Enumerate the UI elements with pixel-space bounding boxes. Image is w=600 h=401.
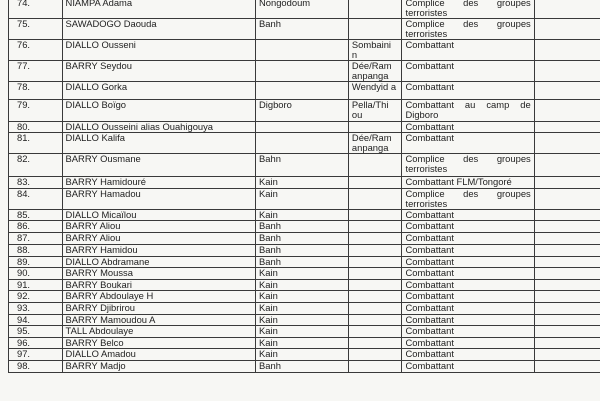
person-name: DIALLO Amadou	[62, 349, 255, 361]
row-number: 98.	[9, 361, 63, 373]
village	[348, 303, 402, 315]
extra-cell	[534, 189, 600, 210]
locality: Banh	[256, 245, 349, 257]
village	[348, 349, 402, 361]
table-row	[9, 315, 600, 326]
extra-cell	[534, 245, 600, 257]
locality: Digboro	[256, 100, 349, 122]
person-name: DIALLO Ousseni	[62, 40, 255, 61]
table-body	[9, 0, 600, 373]
table-row	[9, 19, 600, 40]
row-number: 93.	[9, 303, 63, 315]
table-row	[9, 268, 600, 280]
village	[348, 177, 402, 189]
extra-cell	[534, 257, 600, 268]
status: Combattant	[402, 326, 534, 338]
village: Dée/Ram anpanga	[348, 61, 402, 82]
table-row	[9, 221, 600, 233]
table-row	[9, 303, 600, 315]
row-number: 78.	[9, 82, 63, 100]
status: Combattant	[402, 61, 534, 82]
person-name: BARRY Belco	[62, 338, 255, 349]
person-name: DIALLO Ousseini alias Ouahigouya	[62, 122, 255, 133]
table-row	[9, 233, 600, 245]
village	[348, 189, 402, 210]
locality: Banh	[256, 257, 349, 268]
village	[348, 326, 402, 338]
locality: Banh	[256, 361, 349, 373]
row-number: 85.	[9, 210, 63, 221]
table-row	[9, 210, 600, 221]
extra-cell	[534, 100, 600, 122]
status: Combattant FLM/Tongoré	[402, 177, 534, 189]
row-number: 77.	[9, 61, 63, 82]
village	[348, 280, 402, 291]
row-number: 86.	[9, 221, 63, 233]
table-row	[9, 100, 600, 122]
table-row	[9, 0, 600, 19]
status: Combattant	[402, 82, 534, 100]
village	[348, 154, 402, 177]
person-name: BARRY Moussa	[62, 268, 255, 280]
extra-cell	[534, 303, 600, 315]
extra-cell	[534, 221, 600, 233]
person-name: BARRY Aliou	[62, 221, 255, 233]
person-name: DIALLO Gorka	[62, 82, 255, 100]
row-number: 74.	[9, 0, 63, 19]
table-row	[9, 349, 600, 361]
row-number: 95.	[9, 326, 63, 338]
locality: Bahn	[256, 154, 349, 177]
row-number: 94.	[9, 315, 63, 326]
status: Combattant	[402, 233, 534, 245]
extra-cell	[534, 122, 600, 133]
extra-cell	[534, 361, 600, 373]
locality: Banh	[256, 221, 349, 233]
extra-cell	[534, 82, 600, 100]
status: Combattant	[402, 280, 534, 291]
locality: Kain	[256, 280, 349, 291]
table-row	[9, 257, 600, 268]
status: Combattant	[402, 40, 534, 61]
row-number: 88.	[9, 245, 63, 257]
row-number: 84.	[9, 189, 63, 210]
extra-cell	[534, 0, 600, 19]
row-number: 75.	[9, 19, 63, 40]
village	[348, 291, 402, 303]
status: Combattant	[402, 133, 534, 154]
village: Dée/Ram anpanga	[348, 133, 402, 154]
extra-cell	[534, 338, 600, 349]
village	[348, 245, 402, 257]
locality: Kain	[256, 189, 349, 210]
table-row	[9, 291, 600, 303]
extra-cell	[534, 19, 600, 40]
person-name: DIALLO Boïgo	[62, 100, 255, 122]
row-number: 81.	[9, 133, 63, 154]
extra-cell	[534, 61, 600, 82]
table-row	[9, 361, 600, 373]
person-name: DIALLO Micaïlou	[62, 210, 255, 221]
village	[348, 257, 402, 268]
person-name: BARRY Hamidou	[62, 245, 255, 257]
status: Combattant	[402, 257, 534, 268]
locality: Kain	[256, 338, 349, 349]
person-name: NIAMPA Adama	[62, 0, 255, 19]
village	[348, 122, 402, 133]
extra-cell	[534, 280, 600, 291]
village	[348, 233, 402, 245]
locality: Banh	[256, 19, 349, 40]
locality: Kain	[256, 291, 349, 303]
locality: Nongodoum	[256, 0, 349, 19]
extra-cell	[534, 233, 600, 245]
village	[348, 210, 402, 221]
status: Complice des groupes terroristes	[402, 189, 534, 210]
table-row	[9, 280, 600, 291]
village: Sombaini n	[348, 40, 402, 61]
status: Combattant	[402, 315, 534, 326]
village	[348, 19, 402, 40]
extra-cell	[534, 291, 600, 303]
status: Combattant au camp de Digboro	[402, 100, 534, 122]
table-row	[9, 122, 600, 133]
locality	[256, 133, 349, 154]
locality	[256, 40, 349, 61]
extra-cell	[534, 133, 600, 154]
person-name: TALL Abdoulaye	[62, 326, 255, 338]
locality: Kain	[256, 268, 349, 280]
extra-cell	[534, 210, 600, 221]
row-number: 80.	[9, 122, 63, 133]
locality	[256, 122, 349, 133]
village	[348, 221, 402, 233]
person-name: BARRY Mamoudou A	[62, 315, 255, 326]
table-row	[9, 40, 600, 61]
extra-cell	[534, 154, 600, 177]
locality: Kain	[256, 315, 349, 326]
locality	[256, 61, 349, 82]
table-row	[9, 177, 600, 189]
row-number: 89.	[9, 257, 63, 268]
table-row	[9, 133, 600, 154]
table-row	[9, 82, 600, 100]
status: Combattant	[402, 361, 534, 373]
locality: Kain	[256, 349, 349, 361]
locality: Banh	[256, 233, 349, 245]
row-number: 91.	[9, 280, 63, 291]
row-number: 76.	[9, 40, 63, 61]
extra-cell	[534, 326, 600, 338]
status: Combattant	[402, 338, 534, 349]
status: Combattant	[402, 291, 534, 303]
row-number: 96.	[9, 338, 63, 349]
person-name: DIALLO Kalifa	[62, 133, 255, 154]
table-row	[9, 326, 600, 338]
status: Combattant	[402, 268, 534, 280]
locality	[256, 82, 349, 100]
status: Complice des groupes terroristes	[402, 0, 534, 19]
person-name: BARRY Hamadou	[62, 189, 255, 210]
row-number: 82.	[9, 154, 63, 177]
row-number: 83.	[9, 177, 63, 189]
person-name: BARRY Seydou	[62, 61, 255, 82]
row-number: 90.	[9, 268, 63, 280]
row-number: 87.	[9, 233, 63, 245]
extra-cell	[534, 40, 600, 61]
person-name: BARRY Boukari	[62, 280, 255, 291]
table-row	[9, 154, 600, 177]
locality: Kain	[256, 177, 349, 189]
table-row	[9, 61, 600, 82]
suspects-table	[8, 0, 600, 373]
extra-cell	[534, 268, 600, 280]
village	[348, 268, 402, 280]
village: Wendyid a	[348, 82, 402, 100]
status: Combattant	[402, 210, 534, 221]
extra-cell	[534, 315, 600, 326]
locality: Kain	[256, 326, 349, 338]
status: Combattant	[402, 122, 534, 133]
status: Complice des groupes terroristes	[402, 154, 534, 177]
village	[348, 0, 402, 19]
locality: Kain	[256, 303, 349, 315]
status: Combattant	[402, 303, 534, 315]
locality: Kain	[256, 210, 349, 221]
table-row	[9, 189, 600, 210]
row-number: 79.	[9, 100, 63, 122]
extra-cell	[534, 177, 600, 189]
village	[348, 315, 402, 326]
table-row	[9, 338, 600, 349]
person-name: BARRY Abdoulaye H	[62, 291, 255, 303]
table-row	[9, 245, 600, 257]
person-name: BARRY Madjo	[62, 361, 255, 373]
row-number: 92.	[9, 291, 63, 303]
village	[348, 361, 402, 373]
status: Combattant	[402, 221, 534, 233]
person-name: DIALLO Abdramane	[62, 257, 255, 268]
status: Combattant	[402, 349, 534, 361]
village	[348, 338, 402, 349]
status: Combattant	[402, 245, 534, 257]
person-name: BARRY Djibrirou	[62, 303, 255, 315]
status: Complice des groupes terroristes	[402, 19, 534, 40]
person-name: BARRY Hamidouré	[62, 177, 255, 189]
extra-cell	[534, 349, 600, 361]
village: Pella/Thi ou	[348, 100, 402, 122]
person-name: SAWADOGO Daouda	[62, 19, 255, 40]
person-name: BARRY Aliou	[62, 233, 255, 245]
row-number: 97.	[9, 349, 63, 361]
person-name: BARRY Ousmane	[62, 154, 255, 177]
